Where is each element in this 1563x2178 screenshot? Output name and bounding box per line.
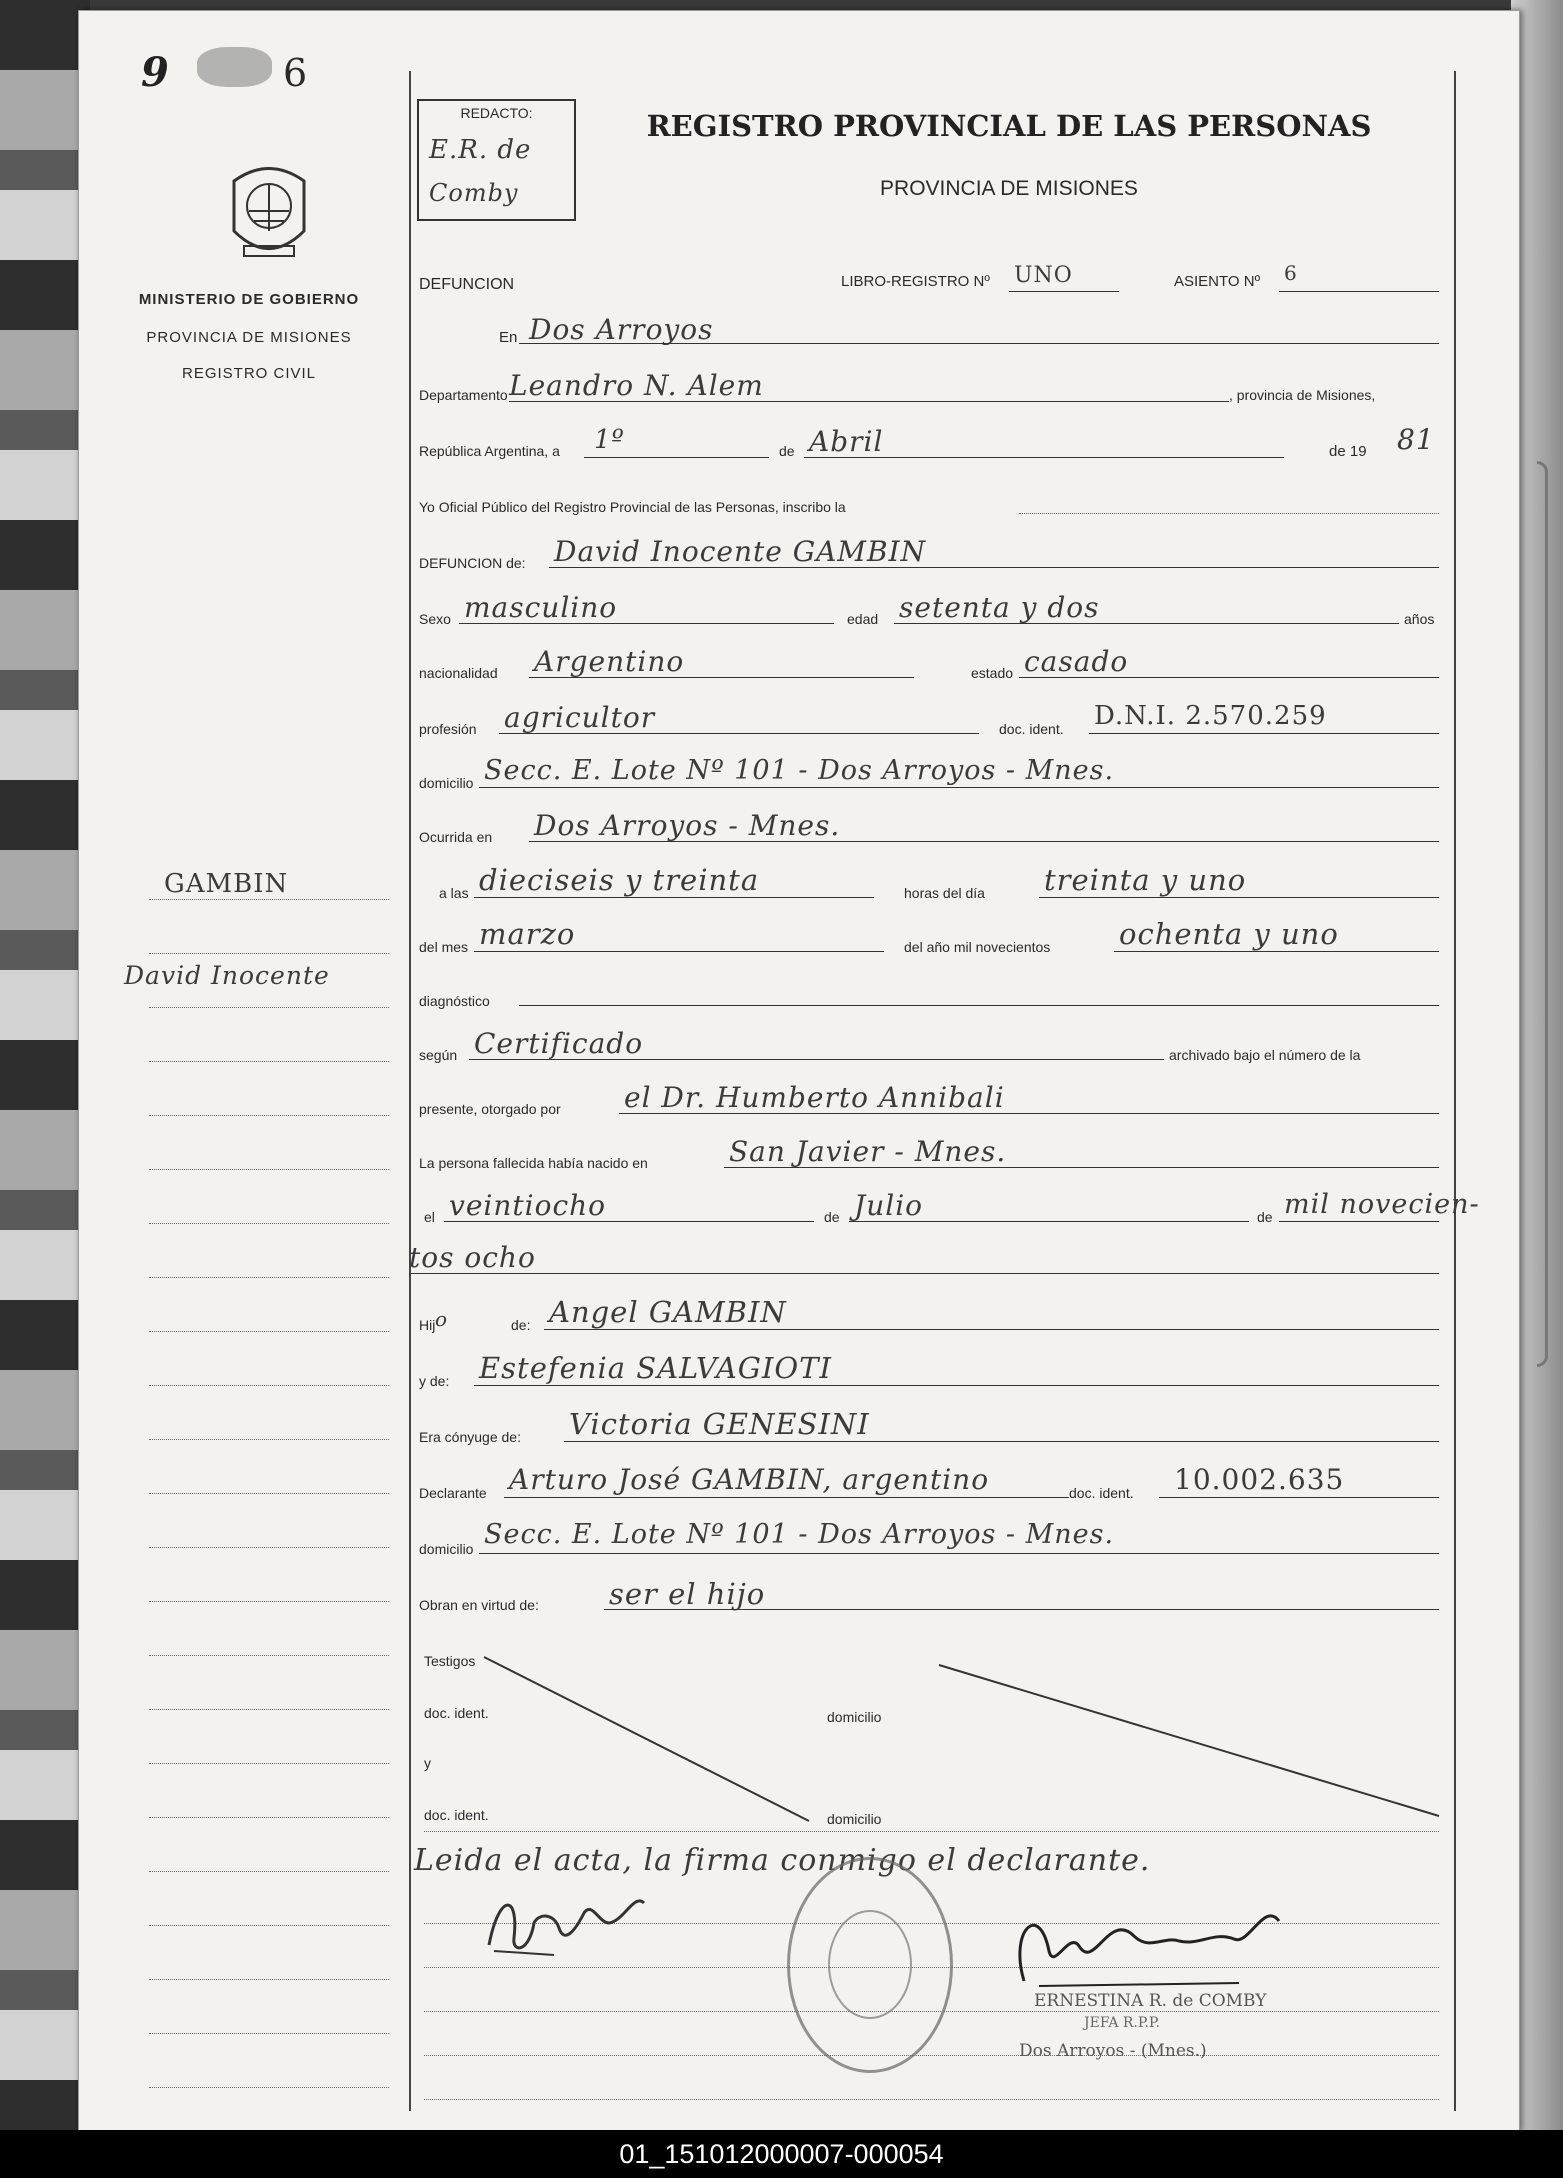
witness-address2-label: domicilio [827,1811,882,1827]
margin-dotted-line [149,1061,389,1062]
margin-dotted-line [149,1709,389,1710]
register-page [78,10,1520,2132]
month-text-value: marzo [479,917,576,951]
margin-dotted-line [149,1979,389,1980]
civil-rule [1019,677,1439,678]
month-de-label: de [779,443,795,459]
book-value: UNO [1014,263,1073,288]
issued-rule [619,1113,1439,1114]
binder-cord [1537,461,1548,1367]
doc-rule [1089,733,1439,734]
province-suffix: , provincia de Misiones, [1229,387,1376,403]
mother-rule [474,1385,1439,1386]
witness-label: Testigos [424,1653,476,1669]
declarant-doc-rule [1159,1497,1439,1498]
margin-dotted-line [149,1655,389,1656]
witness-doc-label: doc. ident. [424,1705,489,1721]
born-day-rule [444,1221,814,1222]
child-label: Hij [419,1317,436,1333]
occurred-rule [529,841,1439,842]
margin-dotted-line [149,1817,389,1818]
issued-label: presente, otorgado por [419,1101,561,1117]
born-day-value: veintiocho [449,1189,607,1222]
mother-label: y de: [419,1373,450,1389]
cert-rule [469,1059,1164,1060]
witness-strike-lines [409,1651,1459,1831]
redacto-hand-2: Comby [429,179,519,207]
archived-label: archivado bajo el número de la [1169,1047,1361,1063]
entry-rule [1279,291,1439,292]
sex-label: Sexo [419,611,451,627]
month-rule [804,457,1284,458]
hours-day-label: horas del día [904,885,985,901]
spouse-label: Era cónyuge de: [419,1429,521,1445]
address-rule [479,787,1439,788]
child-de-label: de: [511,1317,531,1333]
occurred-label: Ocurrida en [419,829,493,845]
registry-stamp [787,1857,953,2073]
day-value: 1º [594,425,625,455]
age-label: edad [847,611,879,627]
entry-label: ASIENTO Nº [1174,273,1261,290]
redacto-label: REDACTO: [460,105,533,121]
year-text-rule [1114,951,1439,952]
issued-value: el Dr. Humberto Annibali [624,1081,1005,1114]
diagnosis-label: diagnóstico [419,993,490,1009]
witness-doc2-label: doc. ident. [424,1807,489,1823]
signature-dotted-line [424,2055,1439,2056]
day-text-value: treinta y uno [1044,863,1247,897]
diagnosis-rule [519,1005,1439,1006]
margin-dotted-line [149,953,389,954]
margin-dotted-line [149,1547,389,1548]
margin-dotted-line [149,1493,389,1494]
year-text-label: del año mil novecientos [904,939,1051,955]
father-rule [544,1329,1439,1330]
registry-stamp-inner [828,1910,912,2019]
hour-label: a las [439,885,469,901]
capacity-rule [604,1609,1439,1610]
born-year-value: mil novecien- [1284,1189,1480,1220]
page-number: 6 [283,51,308,95]
ink-blot [197,47,272,87]
redacto-box [417,99,576,221]
cert-value: Certificado [474,1027,644,1060]
margin-dotted-line [149,1601,389,1602]
year-value: 81 [1397,423,1435,456]
official-name: ERNESTINA R. de COMBY [1034,1991,1267,2011]
republic-label: República Argentina, a [419,443,560,459]
address-label: domicilio [419,775,474,791]
declarant-value: Arturo José GAMBIN, argentino [509,1463,990,1496]
redacto-hand-1: E.R. de [429,135,532,165]
background-binder [0,0,90,2130]
born-de2-label: de [1257,1209,1273,1225]
capacity-value: ser el hijo [609,1577,766,1611]
deceased-value: David Inocente GAMBIN [554,535,927,568]
dept-value: Leandro N. Alem [509,369,764,402]
image-caption: 01_151012000007-000054 [0,2130,1563,2178]
born-day-label: el [424,1209,435,1225]
margin-province: PROVINCIA DE MISIONES [146,329,352,346]
margin-dotted-line [149,1007,389,1008]
nationality-value: Argentino [534,645,685,678]
en-value: Dos Arroyos [529,313,714,346]
age-rule [894,623,1399,624]
witness-dots [424,1831,1439,1832]
civil-label: estado [971,665,1014,681]
entry-value: 6 [1284,261,1298,285]
spouse-rule [564,1441,1439,1442]
register-title: REGISTRO PROVINCIAL DE LAS PERSONAS [646,109,1372,143]
profession-label: profesión [419,721,477,737]
declarant-signature [474,1883,664,1963]
deceased-label: DEFUNCION de: [419,555,526,571]
en-rule [519,343,1439,344]
sex-rule [459,623,834,624]
ministry-label: MINISTERIO DE GOBIERNO [138,291,360,308]
month-label: del mes [419,939,469,955]
margin-dotted-line [149,1439,389,1440]
page-number-prefix: 9 [141,49,170,96]
margin-dotted-line [149,2033,389,2034]
born-de-label: de [824,1209,840,1225]
profession-rule [499,733,979,734]
dept-label: Departamento [419,387,508,403]
year-label: de 19 [1329,443,1367,460]
month-value: Abril [809,425,884,458]
occurred-value: Dos Arroyos - Mnes. [534,809,841,842]
witness-address-label: domicilio [827,1709,882,1725]
margin-dotted-line [149,1763,389,1764]
declarant-rule [504,1497,1069,1498]
born-month-value: Julio [854,1189,924,1222]
officer-text: Yo Oficial Público del Registro Provincial de las Personas, inscribo la [419,499,846,515]
address-value: Secc. E. Lote Nº 101 - Dos Arroyos - Mnes. [484,755,1115,786]
born-label: La persona fallecida había nacido en [419,1155,648,1171]
official-place: Dos Arroyos - (Mnes.) [1019,2041,1207,2061]
margin-dotted-line [149,1925,389,1926]
act-type-label: DEFUNCION [419,276,515,293]
margin-given-names: David Inocente [124,961,330,990]
years-label: años [1404,611,1435,627]
month-text-rule [474,951,884,952]
margin-dotted-line [149,1385,389,1386]
born-year-value-2: tos ocho [409,1241,536,1274]
declarant-doc-label: doc. ident. [1069,1485,1134,1501]
child-suffix: o [435,1307,449,1331]
declarant-doc-value: 10.002.635 [1174,1463,1345,1496]
born-value: San Javier - Mnes. [729,1135,1007,1168]
nationality-rule [529,677,914,678]
declarant-address-rule [479,1553,1439,1554]
book-rule [1009,291,1119,292]
declarant-label: Declarante [419,1485,487,1501]
book-label: LIBRO-REGISTRO Nº [841,273,990,290]
doc-label: doc. ident. [999,721,1064,737]
margin-dotted-line [149,1223,389,1224]
doc-value: D.N.I. 2.570.259 [1094,701,1327,731]
closing-value: Leida el acta, la firma conmigo el declarante. [414,1843,1151,1878]
profession-value: agricultor [504,701,656,734]
nationality-label: nacionalidad [419,665,498,681]
cert-label: según [419,1047,458,1063]
hour-rule [474,897,874,898]
born-rule [724,1167,1439,1168]
dept-rule [509,401,1229,402]
margin-registry: REGISTRO CIVIL [181,365,317,382]
coat-of-arms-icon [224,161,314,271]
margin-dotted-line [149,1331,389,1332]
official-title: JEFA R.P.P. [1084,2015,1160,2031]
margin-dotted-line [149,899,389,900]
margin-dotted-line [149,1115,389,1116]
civil-value: casado [1024,645,1129,678]
age-value: setenta y dos [899,591,1100,624]
capacity-label: Obran en virtud de: [419,1597,539,1613]
en-label: En [499,329,518,346]
margin-surname: GAMBIN [164,869,289,899]
father-value: Angel GAMBIN [549,1295,787,1329]
deceased-rule [549,567,1439,568]
sex-value: masculino [464,591,618,624]
day-text-rule [1039,897,1439,898]
born-year2-rule [409,1273,1439,1274]
margin-dotted-line [149,1277,389,1278]
witness-y-label: y [424,1755,431,1771]
margin-dotted-line [149,1871,389,1872]
margin-dotted-line [149,2087,389,2088]
margin-dotted-line [149,1169,389,1170]
born-month-rule [849,1221,1249,1222]
spouse-value: Victoria GENESINI [569,1407,870,1441]
official-signature [999,1891,1299,2001]
mother-value: Estefenia SALVAGIOTI [479,1351,832,1385]
declarant-address-label: domicilio [419,1541,474,1557]
signature-dotted-line [424,2099,1439,2100]
year-text-value: ochenta y uno [1119,917,1339,951]
officer-dots [1019,513,1439,514]
register-subtitle: PROVINCIA DE MISIONES [880,177,1138,200]
born-year-rule [1279,1221,1439,1222]
declarant-address-value: Secc. E. Lote Nº 101 - Dos Arroyos - Mnes. [484,1519,1115,1550]
hour-value: dieciseis y treinta [479,863,760,897]
day-rule [584,457,769,458]
